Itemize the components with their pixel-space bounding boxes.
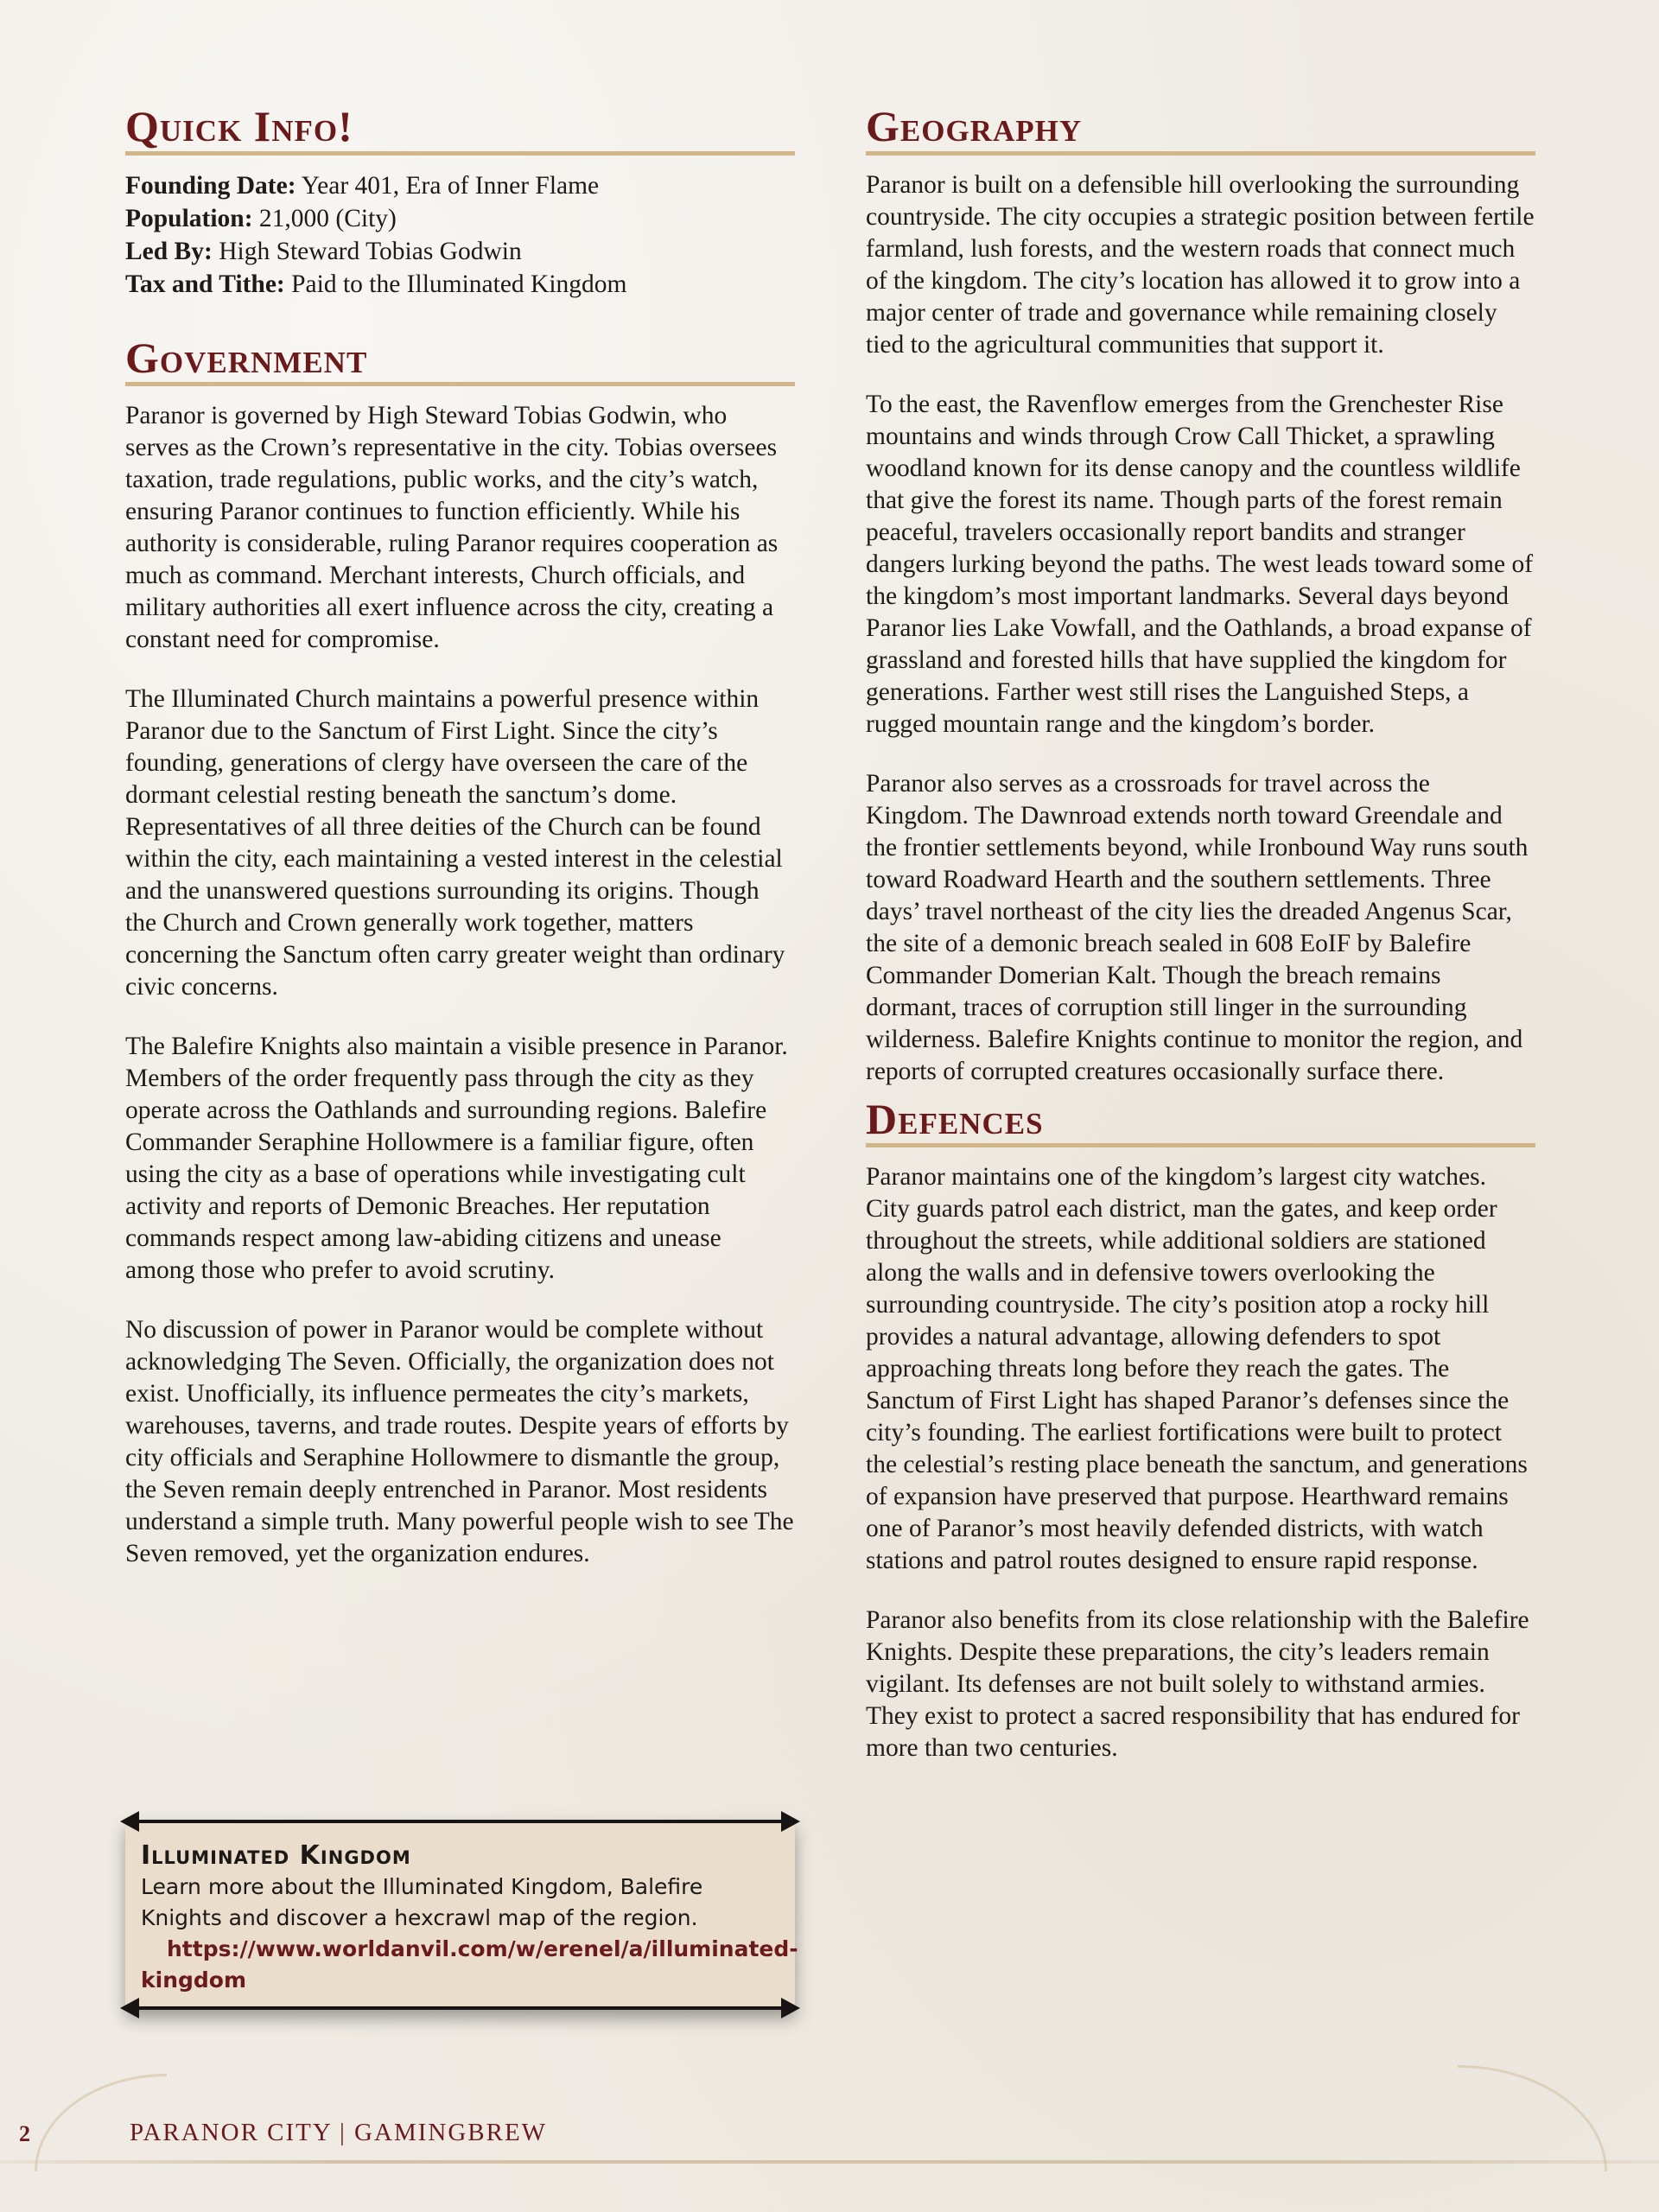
quick-info-heading: Quick Info!	[125, 104, 795, 156]
geography-heading: Geography	[866, 104, 1535, 156]
defences-heading: Defences	[866, 1096, 1535, 1148]
illuminated-kingdom-callout	[125, 1820, 798, 2010]
footer-divider	[0, 2160, 1659, 2164]
government-paragraph: No discussion of power in Paranor would be complete without acknowledging The Seven. Officially, the organization does not exist. Unofficially, its influence permeates the city’s markets, warehouses, taverns, and trade routes. Despite years of efforts by city officials and Seraphine Hollowmere to dismantle the group, the Seven remain deeply entrenched in Paranor. Most residents understand a simple truth. Many powerful people wish to see The Seven removed, yet the organization endures.	[125, 1316, 794, 1567]
info-label: Led By:	[125, 237, 213, 265]
info-label: Population:	[125, 204, 253, 232]
callout-text: Learn more about the Illuminated Kingdom, Balefire Knights and discover a hexcrawl map of the region.	[141, 1874, 703, 1930]
quick-info-row	[125, 202, 795, 235]
left-column	[125, 104, 795, 1598]
quick-info-row	[125, 235, 795, 268]
geography-paragraph: To the east, the Ravenflow emerges from the Grenchester Rise mountains and winds through Crow Call Thicket, a sprawling woodland known for its dense canopy and the countless wildlife that give the forest its name. Though parts of the forest remain peaceful, travelers occasionally report bandits and stranger dangers lurking beyond the paths. The west leads toward some of the kingdom’s most important landmarks. Several days beyond Paranor lies Lake Vowfall, and the Oathlands, a broad expanse of grassland and forested hills that have supplied the kingdom for generations. Farther west still rises the Languished Steps, a rugged mountain range and the kingdom’s border.	[866, 390, 1534, 738]
quick-info-list	[125, 169, 795, 301]
callout-corner-icon	[781, 1998, 800, 2018]
government-paragraph: The Illuminated Church maintains a powerful presence within Paranor due to the Sanctum of First Light. Since the city’s founding, generations of clergy have overseen the care of the dormant celestial resting beneath the sanctum’s dome. Representatives of all three deities of the Church can be found within the city, each maintaining a vested interest in the celestial and the unanswered questions surrounding its origins. Though the Church and Crown generally work together, matters concerning the Sanctum often carry greater weight than ordinary civic concerns.	[125, 685, 785, 1001]
callout-link[interactable]: https://www.worldanvil.com/w/erenel/a/illuminated-kingdom	[141, 1936, 798, 1993]
info-label: Tax and Tithe:	[125, 270, 285, 298]
government-paragraph: The Balefire Knights also maintain a visible presence in Paranor. Members of the order frequently pass through the city as they operate across the Oathlands and surrounding regions. Balefire Commander Seraphine Hollowmere is a familiar figure, often using the city as a base of operations while investigating cult activity and reports of Demonic Breaches. Her reputation commands respect among law-abiding citizens and unease among those who prefer to avoid scrutiny.	[125, 1033, 788, 1284]
info-value: Paid to the Illuminated Kingdom	[291, 270, 627, 298]
geography-paragraph: Paranor is built on a defensible hill overlooking the surrounding countryside. The city occupies a strategic position between fertile farmland, lush forests, and the western roads that connect much of the kingdom. The city’s location has allowed it to grow into a major center of trade and governance while remaining closely tied to the agricultural communities that support it.	[866, 170, 1535, 359]
defences-paragraph: Paranor maintains one of the kingdom’s largest city watches. City guards patrol each district, man the gates, and keep order throughout the streets, while additional soldiers are stationed along the walls and in defensive towers overlooking the surrounding countryside. The city’s position atop a rocky hill provides a natural advantage, allowing defenders to spot approaching threats long before they reach the gates. The Sanctum of First Light has shaped Paranor’s defenses since the city’s founding. The earliest fortifications were built to protect the celestial’s resting place beneath the sanctum, and generations of expansion have preserved that purpose. Hearthward remains one of Paranor’s most heavily defended districts, with watch stations and patrol routes designed to ensure rapid response.	[866, 1163, 1528, 1574]
right-column	[866, 104, 1535, 1792]
footer-title: PARANOR CITY | GAMINGBREW	[130, 2119, 548, 2146]
quick-info-row	[125, 169, 795, 202]
defences-paragraph: Paranor also benefits from its close relationship with the Balefire Knights. Despite these preparations, the city’s leaders remain vigilant. Its defenses are not built solely to withstand armies. They exist to protect a sacred responsibility that has endured for more than two centuries.	[866, 1606, 1529, 1762]
callout-title: Illuminated Kingdom	[141, 1840, 411, 1871]
info-value: Year 401, Era of Inner Flame	[301, 171, 600, 200]
callout-corner-icon	[120, 1998, 139, 2018]
government-paragraph: Paranor is governed by High Steward Tobias Godwin, who serves as the Crown’s representative in the city. Tobias oversees taxation, trade regulations, public works, and the city’s watch, ensuring Paranor continues to function efficiently. While his authority is considerable, ruling Paranor requires cooperation as much as command. Merchant interests, Church officials, and military authorities all exert influence across the city, creating a constant need for compromise.	[125, 402, 779, 653]
info-value: 21,000 (City)	[258, 204, 397, 232]
government-heading: Government	[125, 335, 795, 387]
geography-paragraph: Paranor also serves as a crossroads for travel across the Kingdom. The Dawnroad extends north toward Greendale and the frontier settlements beyond, while Ironbound Way runs south toward Roadward Hearth and the southern settlements. Three days’ travel northeast of the city lies the dreaded Angenus Scar, the site of a demonic breach sealed in 608 EoIF by Balefire Commander Domerian Kalt. Though the breach remains dormant, traces of corruption still linger in the surrounding wilderness. Balefire Knights continue to monitor the region, and reports of corrupted creatures occasionally surface there.	[866, 769, 1529, 1085]
info-label: Founding Date:	[125, 171, 296, 200]
page-number: 2	[19, 2121, 30, 2146]
callout-corner-icon	[781, 1811, 800, 1832]
info-value: High Steward Tobias Godwin	[219, 237, 522, 265]
callout-corner-icon	[120, 1811, 139, 1832]
quick-info-row	[125, 268, 795, 301]
